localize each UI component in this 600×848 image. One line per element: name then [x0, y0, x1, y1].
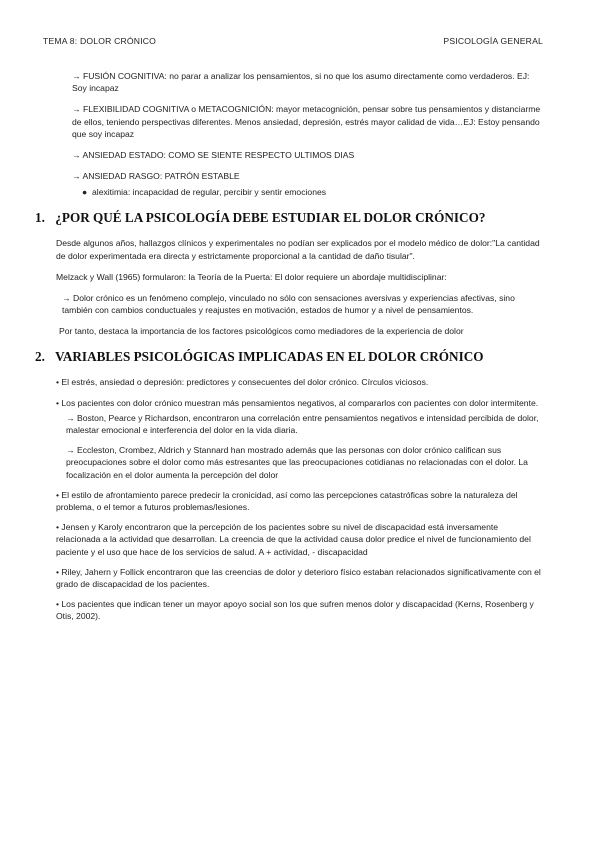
paragraph-flexibilidad-cognitiva: → FLEXIBILIDAD COGNITIVA o METACOGNICIÓN: mayor metacognición, pensar sobre tus pensamientos y distanciarme de ellos, teniendo perspectivas diferentes. Menos ansiedad, depresión, estrés mayor calidad de vida…EJ: Estoy pensando que soy incapaz: [72, 104, 541, 139]
paragraph-ansiedad-estado: → ANSIEDAD ESTADO: COMO SE SIENTE RESPECTO ULTIMOS DIAS: [72, 150, 355, 161]
section-1-body: [56, 237, 544, 337]
section-1-title: ¿POR QUÉ LA PSICOLOGÍA DEBE ESTUDIAR EL DOLOR CRÓNICO?: [55, 209, 486, 225]
paragraph-dolor-complejo: → Dolor crónico es un fenómeno complejo, vinculado no sólo con sensaciones aversivas y experiencias afectivas, sino también con cambios conductuales y reajustes en motivación, estados de humor y a nivel de pensamientos.: [62, 292, 515, 316]
paragraph-por-tanto: Por tanto, destaca la importancia de los factores psicológicos como mediadores de la experiencia de dolor: [59, 326, 464, 337]
paragraph-fusion-cognitiva: → FUSIÓN COGNITIVA: no parar a analizar los pensamientos, si no que los asumo directamente como verdaderos. EJ: Soy incapaz: [72, 71, 530, 94]
bullet-text: alexitimia: incapacidad de regular, percibir y sentir emociones: [92, 187, 327, 198]
section-2-heading: [35, 348, 544, 367]
section-2-title: VARIABLES PSICOLÓGICAS IMPLICADAS EN EL DOLOR CRÓNICO: [55, 348, 484, 364]
paragraph-ansiedad-rasgo: → ANSIEDAD RASGO: PATRÓN ESTABLE: [72, 171, 240, 182]
page-header-right: PSICOLOGÍA GENERAL: [443, 36, 543, 46]
section-2-number: 2.: [35, 348, 45, 364]
section-1-number: 1.: [35, 209, 45, 225]
item-afrontamiento: • El estilo de afrontamiento parece predecir la cronicidad, así como las percepciones catastróficas sobre la naturaleza del problema, o el temor a futuros problemas/lesiones.: [56, 489, 518, 512]
bullet-dot: ●: [82, 187, 88, 198]
paragraph-teoria-puerta: Melzack y Wall (1965) formularon: la Teoría de la Puerta: El dolor requiere un abordaje multidisciplinar:: [56, 271, 447, 282]
bullet-alexitimia: [82, 186, 544, 198]
item-estres: • El estrés, ansiedad o depresión: predictores y consecuentes del dolor crónico. Círculos viciosos.: [56, 377, 429, 388]
page-header-left: TEMA 8: DOLOR CRÓNICO: [43, 36, 157, 46]
item-apoyo-social: • Los pacientes que indican tener un mayor apoyo social son los que sufren menos dolor y discapacidad (Kerns, Rosenberg y Otis, 2002).: [56, 599, 534, 622]
item-riley: • Riley, Jahern y Follick encontraron que las creencias de dolor y deterioro físico estaban relacionados significativamente con el grado de discapacidad de los pacientes.: [56, 566, 541, 589]
paragraph-modelo-medico: Desde algunos años, hallazgos clínicos y experimentales no podían ser explicados por el modelo médico de dolor:"La cantidad de dolor experimentada era directa y estrictamente proporcional a la cantidad de daño tisular".: [56, 238, 540, 261]
intro-block: [72, 70, 544, 199]
section-1-heading: [35, 209, 544, 228]
item-pensamientos-negativos: • Los pacientes con dolor crónico muestran más pensamientos negativos, al compararlos con pacientes con dolor intermitente.: [56, 397, 539, 408]
subitem-boston: → Boston, Pearce y Richardson, encontraron una correlación entre pensamientos negativos e intensidad percibida de dolor, malestar emocional e interferencia del dolor en la vida diaria.: [66, 412, 539, 435]
document-body: [35, 70, 544, 631]
item-jensen-karoly: • Jensen y Karoly encontraron que la percepción de los pacientes sobre su nivel de discapacidad está inversamente relacionada a la actividad que desarrollan. La creencia de que la actividad causa dolor predice el nivel de funcionamiento del paciente y el uso que hace de los servicios de salud. A + actividad, - discapacidad: [56, 522, 531, 557]
section-2-body: [56, 376, 544, 622]
subitem-eccleston: → Eccleston, Crombez, Aldrich y Stannard han mostrado además que las personas con dolor crónico califican sus preocupaciones sobre el dolor como más estresantes que las preocupaciones cotidianas no relacionadas con el dolor. La focalización en el dolor aumenta la percepción del dolor: [66, 445, 528, 480]
